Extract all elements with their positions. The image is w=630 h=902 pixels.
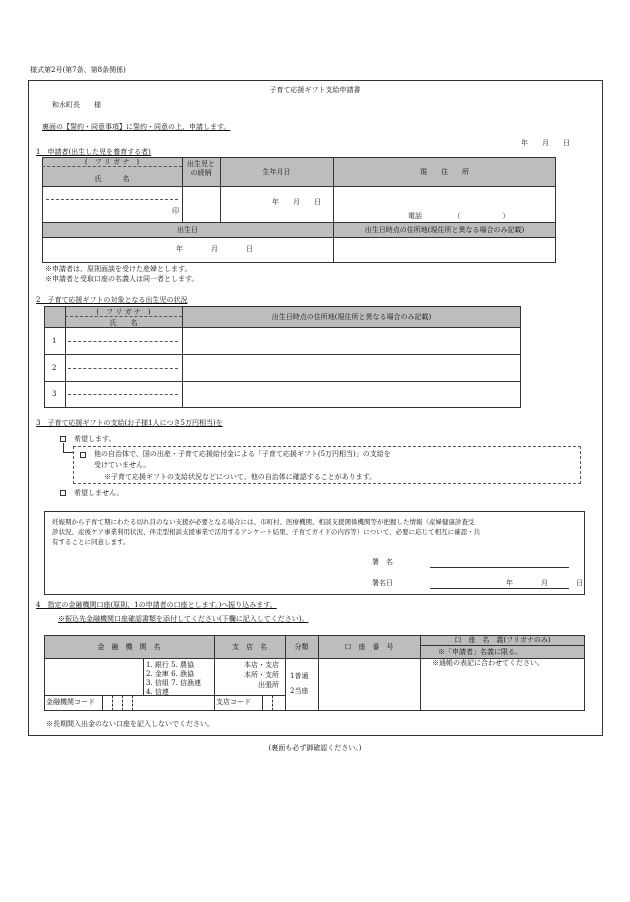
holder-note-1: ※「申請者」名義に限る。 bbox=[438, 648, 522, 656]
applicant-name-label: 氏 名 bbox=[94, 175, 130, 183]
consent-text-1: 妊娠期から子育て期にわたる切れ目のない支援が必要となる場合には、市町村、医療機関、相談支援関係機関等が把握した情報（産婦健康診査受 bbox=[52, 518, 475, 526]
child-address-label: 出生日時点の住所地(現住所と異なる場合のみ記載) bbox=[271, 313, 432, 321]
consent-text-2: 診状況、産後ケア事業利用状況、伴走型相談支援事業で活用するアンケート結果、子育てガイドの内容等）について、必要に応じて相互に確認・共 bbox=[52, 528, 481, 536]
section2-heading: 2 子育て応援ギフトの対象となる出生児の状況 bbox=[36, 296, 188, 304]
form-title: 子育て応援ギフト支給申請書 bbox=[269, 86, 361, 94]
birth-day-field[interactable]: 年 月 日 bbox=[176, 245, 253, 253]
section1-heading: 1 申請者(出生した児を養育する者) bbox=[36, 148, 151, 156]
bank-type-option-1[interactable]: 1. 銀行 5. 農協 bbox=[146, 661, 195, 669]
consent-text-3: 有することに同意します。 bbox=[52, 538, 130, 546]
account-number-label: 口 座 番 号 bbox=[344, 643, 394, 651]
wish-label: 希望します。 bbox=[74, 435, 116, 443]
signature-date-field[interactable]: 年 月 日 bbox=[506, 579, 583, 587]
birthdate-label: 生年月日 bbox=[262, 168, 291, 176]
bank-name-label: 金 融 機 関 名 bbox=[97, 643, 161, 651]
child-row-2: 2 bbox=[52, 364, 57, 372]
signature-date-label: 署名日 bbox=[372, 579, 393, 587]
branch-option-1[interactable]: 本店・支店 bbox=[244, 661, 279, 669]
section3-heading: 3 子育て応援ギフトの支給(お子様1人につき5万円相当)を bbox=[36, 419, 223, 427]
wish-checkbox[interactable] bbox=[60, 436, 66, 442]
back-page-note: (裏面も必ず御確認ください。) bbox=[268, 744, 362, 752]
account-type-option-2[interactable]: 2当座 bbox=[290, 687, 309, 695]
child-row-3: 3 bbox=[52, 390, 57, 398]
birth-address-label: 出生日時点の住所地(現住所と異なる場合のみ記載) bbox=[364, 226, 525, 234]
child-furigana-label: ( フ リ ガ ナ ) bbox=[96, 308, 151, 316]
no-wish-label: 希望しません。 bbox=[74, 489, 124, 497]
no-other-gift-line-1: 他の自治体で、国の出産・子育て応援給付金による「子育て応援ギフト(5万円相当)」の支給を bbox=[94, 450, 391, 458]
phone-field[interactable]: 電話 （ ） bbox=[408, 212, 510, 220]
branch-name-label: 支 店 名 bbox=[232, 643, 267, 651]
account-type-option-1[interactable]: 1普通 bbox=[290, 672, 309, 680]
address-label: 現 住 所 bbox=[420, 168, 469, 176]
relation-label: 出生児との続柄 bbox=[187, 160, 215, 177]
confirmation-note: ※子育て応援ギフトの支給状況などについて、他の自治体に確認することがあります。 bbox=[104, 473, 377, 481]
seal-mark: 印 bbox=[172, 207, 179, 215]
account-holder-label: 口 座 名 義(フリガナのみ) bbox=[454, 636, 551, 644]
holder-note-2: ※通帳の表記に合わせてください。 bbox=[432, 659, 544, 667]
bank-document-note: ※振込先金融機関口座確認書類を添付してください(下欄に記入してください)。 bbox=[58, 615, 309, 623]
addressee: 和水町長 様 bbox=[52, 101, 101, 109]
account-type-label: 分類 bbox=[294, 643, 309, 651]
applicant-note-1: ※申請者は、原則面談を受けた産婦とします。 bbox=[45, 265, 192, 273]
form-number: 様式第2号(第7条、第8条関係) bbox=[30, 66, 126, 74]
no-other-gift-checkbox[interactable] bbox=[80, 452, 86, 458]
signature-line[interactable] bbox=[430, 567, 569, 568]
bank-type-option-2[interactable]: 2. 金庫 6. 漁協 bbox=[146, 670, 195, 678]
branch-option-3[interactable]: 出張所 bbox=[258, 681, 279, 689]
dormant-account-note: ※長期間入出金のない口座を記入しないでください。 bbox=[46, 720, 214, 728]
branch-option-2[interactable]: 本所・支所 bbox=[244, 671, 279, 679]
branch-code-label: 支店コード bbox=[216, 698, 251, 706]
no-other-gift-line-2: 受けていません。 bbox=[94, 461, 151, 469]
child-name-label: 氏 名 bbox=[109, 319, 138, 327]
no-wish-checkbox[interactable] bbox=[60, 490, 66, 496]
application-date: 年 月 日 bbox=[521, 139, 570, 147]
signature-label: 署 名 bbox=[372, 558, 393, 566]
birthdate-field[interactable]: 年 月 日 bbox=[272, 198, 321, 206]
bank-type-option-3[interactable]: 3. 信組 7. 信漁連 bbox=[146, 679, 202, 687]
applicant-furigana-label: ( フ リ ガ ナ ) bbox=[84, 158, 140, 166]
section4-heading: 4 指定の金融機関口座(原則、1の申請者の口座とします。)へ振り込みます。 bbox=[36, 601, 277, 609]
applicant-note-2: ※申請者と受取口座の名義人は同一者とします。 bbox=[45, 275, 199, 283]
bank-type-option-4[interactable]: 4. 信連 bbox=[146, 688, 169, 696]
bank-code-label: 金融機関コード bbox=[46, 698, 95, 706]
child-row-1: 1 bbox=[52, 337, 57, 345]
birth-day-label: 出生日 bbox=[177, 226, 198, 234]
consent-line: 裏面の【誓約・同意事項】に誓約・同意の上、申請します。 bbox=[42, 123, 231, 131]
